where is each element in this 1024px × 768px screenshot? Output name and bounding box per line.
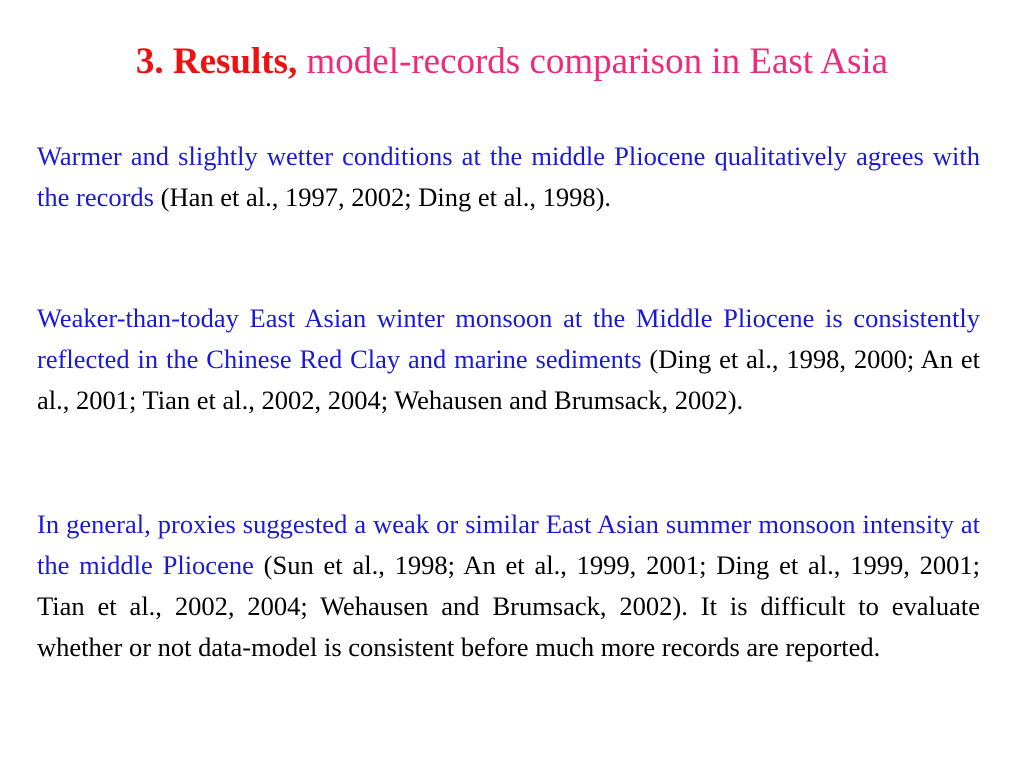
slide-title [0, 40, 1024, 84]
paragraph-citation: (Ding et al., 1998, 2000; An et al., 2001; Tian et al., 2002, 2004; Wehausen and Brumsack, 2002). [37, 344, 980, 415]
paragraph-highlight: In general, proxies suggested a weak or similar East Asian summer monsoon intensity at the middle Pliocene [37, 509, 980, 580]
title-lead: 3. Results, [135, 41, 298, 82]
paragraph-highlight: Weaker-than-today East Asian winter monsoon at the Middle Pliocene is consistently reflected in the Chinese Red Clay and marine sediments [37, 303, 980, 374]
paragraph-summer-monsoon [37, 504, 980, 668]
title-rest: model-records comparison in East Asia [306, 41, 889, 82]
paragraph-highlight: Warmer and slightly wetter conditions at the middle Pliocene qualitatively agrees with the records [37, 141, 980, 212]
paragraph-citation: (Han et al., 1997, 2002; Ding et al., 1998). [160, 182, 612, 212]
paragraph-pliocene-conditions [37, 136, 980, 218]
paragraph-winter-monsoon [37, 298, 980, 421]
paragraph-citation: (Sun et al., 1998; An et al., 1999, 2001; Ding et al., 1999, 2001; Tian et al., 2002, 2004; Wehausen and Brumsack, 2002). It is difficult to evaluate whether or not data-model is consistent before much more records are reported. [37, 550, 980, 662]
